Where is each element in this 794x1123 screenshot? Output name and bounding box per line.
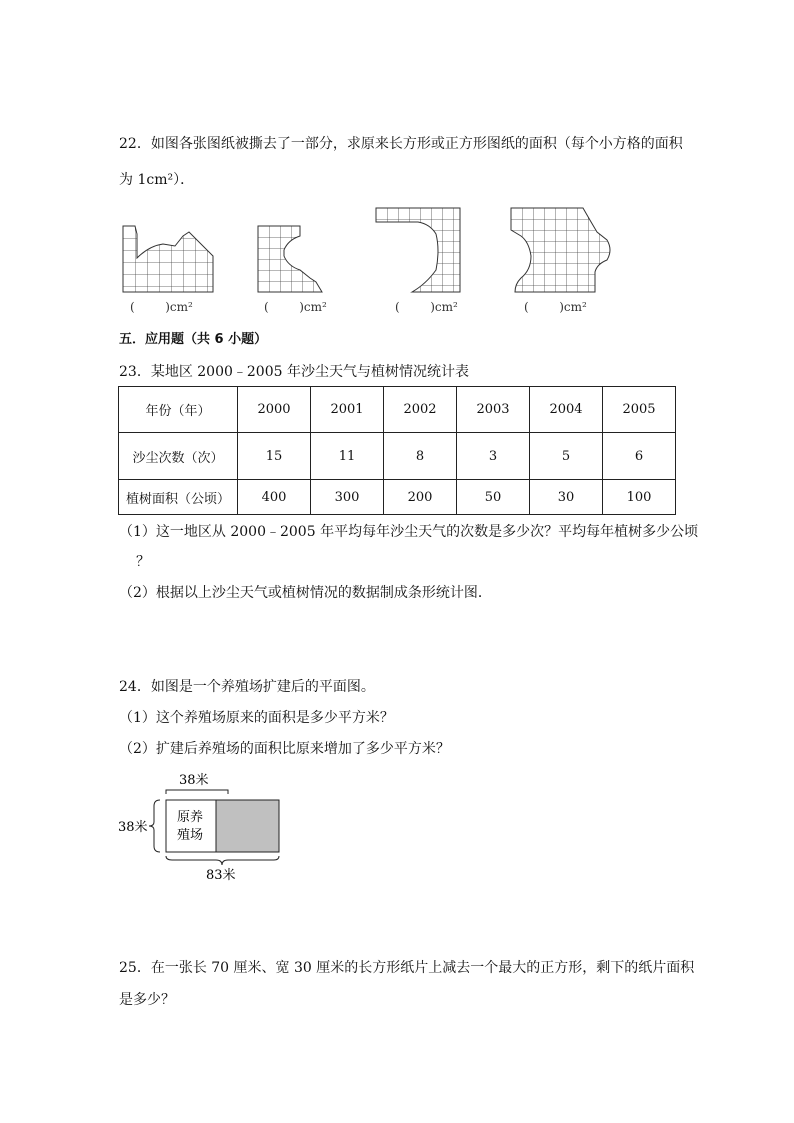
grid-figure-3 xyxy=(376,208,460,292)
figure1-caption: ( )cm² xyxy=(130,300,193,314)
q24-sub2: （2）扩建后养殖场的面积比原来增加了多少平方米？ xyxy=(119,741,450,757)
table-cell: 3 xyxy=(457,433,530,480)
q25-line1: 25．在一张长 70 厘米、宽 30 厘米的长方形纸片上减去一个最大的正方形，剩下的纸片面积 xyxy=(119,960,695,976)
q23-title: 23．某地区 2000﹣2005 年沙尘天气与植树情况统计表 xyxy=(119,364,469,380)
table-cell: 8 xyxy=(384,433,457,480)
section-title: 五．应用题（共 6 小题） xyxy=(119,332,268,347)
table-cell: 2001 xyxy=(311,387,384,433)
table-row xyxy=(119,480,676,515)
table-cell: 2000 xyxy=(238,387,311,433)
grid-figure-4 xyxy=(511,208,610,292)
inner-label-line2: 殖场 xyxy=(177,828,204,843)
table-cell: 植树面积（公顷） xyxy=(119,480,238,515)
table-cell: 11 xyxy=(311,433,384,480)
table-cell: 沙尘次数（次） xyxy=(119,433,238,480)
expansion-area xyxy=(216,800,279,852)
top-brace xyxy=(166,790,228,794)
table-cell: 15 xyxy=(238,433,311,480)
q23-sub1-line1: （1）这一地区从 2000﹣2005 年平均每年沙尘天气的次数是多少次？平均每年植树多少公顷 xyxy=(119,524,699,540)
table-cell: 50 xyxy=(457,480,530,515)
original-farm-square xyxy=(166,800,216,852)
q23-sub2: （2）根据以上沙尘天气或植树情况的数据制成条形统计图． xyxy=(119,585,492,601)
farm-plan-diagram xyxy=(116,770,296,885)
table-cell: 2003 xyxy=(457,387,530,433)
table-cell: 2002 xyxy=(384,387,457,433)
table-row xyxy=(119,387,676,433)
inner-label-line1: 原养 xyxy=(177,810,204,825)
left-brace xyxy=(149,800,160,852)
figure4-caption: ( )cm² xyxy=(524,300,587,314)
table-cell: 200 xyxy=(384,480,457,515)
q24-sub1: （1）这个养殖场原来的面积是多少平方米？ xyxy=(119,710,394,726)
table-cell: 2004 xyxy=(530,387,603,433)
table-cell: 30 xyxy=(530,480,603,515)
q23-sub1-line2: ？ xyxy=(136,554,150,570)
q25-line2: 是多少？ xyxy=(119,992,175,1008)
stats-table xyxy=(118,386,676,515)
table-cell: 400 xyxy=(238,480,311,515)
grid-figure-2 xyxy=(258,226,322,292)
grid-figure-1 xyxy=(123,226,213,292)
bottom-dimension-label: 83米 xyxy=(206,868,236,883)
top-dimension-label: 38米 xyxy=(179,773,209,788)
table-cell: 5 xyxy=(530,433,603,480)
table-row xyxy=(119,433,676,480)
figure3-caption: ( )cm² xyxy=(395,300,458,314)
q22-text-line2: 为 1cm²）． xyxy=(119,172,195,188)
figure2-caption: ( )cm² xyxy=(264,300,327,314)
left-dimension-label: 38米 xyxy=(118,820,148,835)
bottom-brace xyxy=(166,856,279,865)
table-cell: 年份（年） xyxy=(119,387,238,433)
torn-grid-figures xyxy=(118,202,618,302)
table-cell: 300 xyxy=(311,480,384,515)
q24-title: 24．如图是一个养殖场扩建后的平面图。 xyxy=(119,679,375,695)
table-cell: 100 xyxy=(603,480,676,515)
table-cell: 2005 xyxy=(603,387,676,433)
table-cell: 6 xyxy=(603,433,676,480)
q22-text-line1: 22．如图各张图纸被撕去了一部分，求原来长方形或正方形图纸的面积（每个小方格的面积 xyxy=(119,136,683,152)
